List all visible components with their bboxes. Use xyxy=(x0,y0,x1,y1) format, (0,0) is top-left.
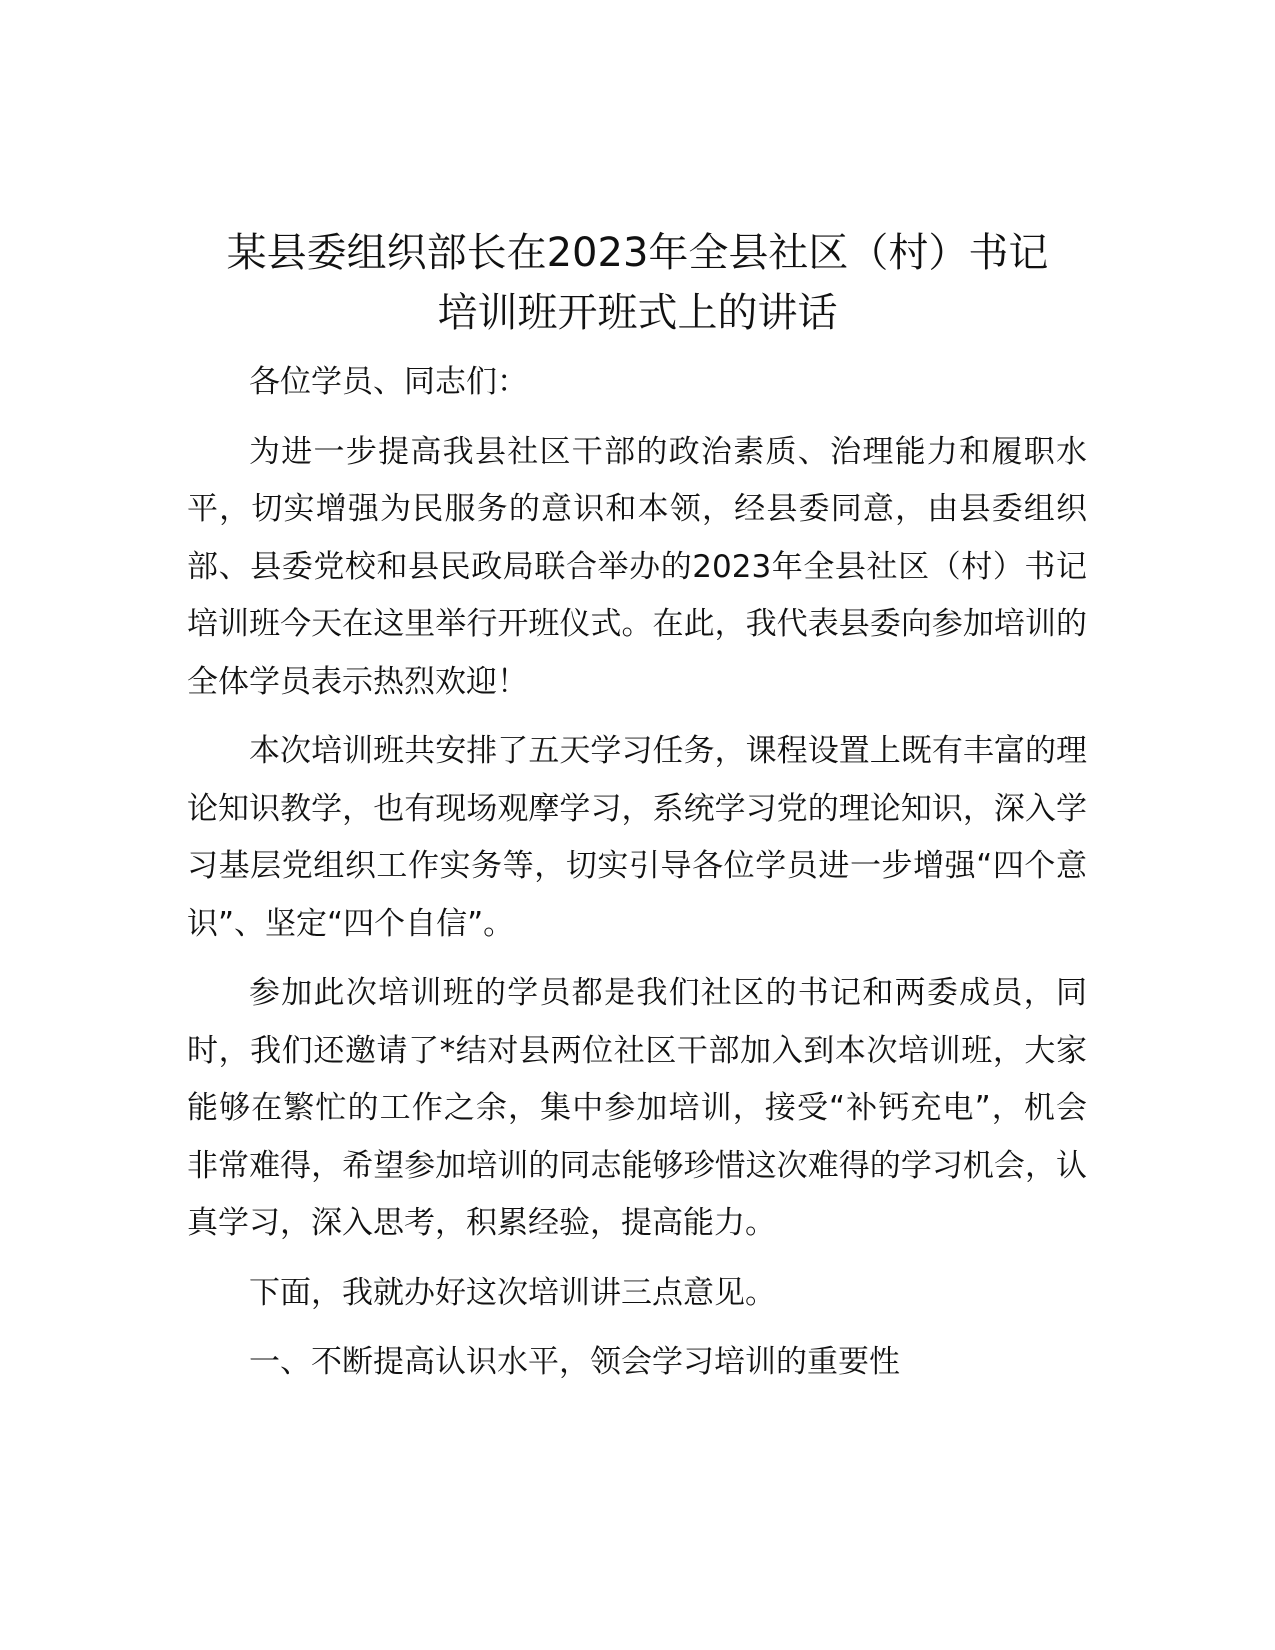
body-paragraph-1: 为进一步提高我县社区干部的政治素质、治理能力和履职水平，切实增强为民服务的意识和本领，经县委同意，由县委组织部、县委党校和县民政局联合举办的2023年全县社区（村）书记培训班今天在这里举行开班仪式。在此，我代表县委向参加培训的全体学员表示热烈欢迎！ xyxy=(187,433,1087,700)
section-heading-1: 一、不断提高认识水平，领会学习培训的重要性 xyxy=(249,1344,900,1380)
body-paragraph-3: 参加此次培训班的学员都是我们社区的书记和两委成员，同时，我们还邀请了*结对县两位社区干部加入到本次培训班，大家能够在繁忙的工作之余，集中参加培训，接受“补钙充电”，机会非常难得，希望参加培训的同志能够珍惜这次难得的学习机会，认真学习，深入思考，积累经验，提高能力。 xyxy=(187,975,1087,1241)
body-paragraph-2: 本次培训班共安排了五天学习任务，课程设置上既有丰富的理论知识教学，也有现场观摩学习，系统学习党的理论知识，深入学习基层党组织工作实务等，切实引导各位学员进一步增强“四个意识”、坚定“四个自信”。 xyxy=(187,733,1087,942)
document-title-line-2: 培训班开班式上的讲话 xyxy=(437,290,838,336)
salutation-paragraph: 各位学员、同志们： xyxy=(249,364,528,400)
document-body xyxy=(187,354,1087,1404)
body-paragraph-4: 下面，我就办好这次培训讲三点意见。 xyxy=(249,1274,776,1311)
document-title-line-1: 某县委组织部长在2023年全县社区（村）书记 xyxy=(226,230,1049,276)
